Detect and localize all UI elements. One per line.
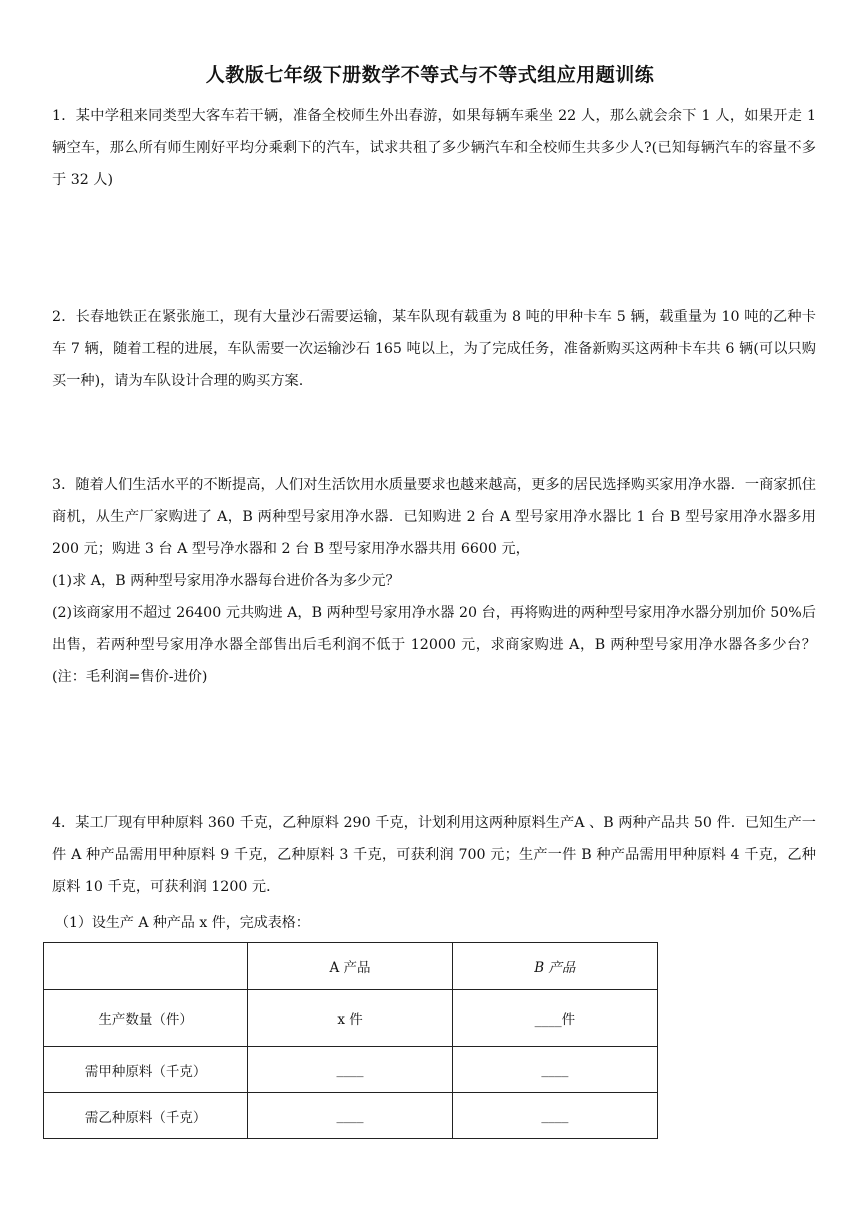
table-header-cell: A 产品 xyxy=(248,943,452,990)
production-table xyxy=(43,942,658,1139)
table-header-cell xyxy=(44,943,248,990)
question-3 xyxy=(52,469,816,693)
question-3-part-2: (2)该商家用不超过 26400 元共购进 A，B 两种型号家用净水器 20 台，再将购进的两种型号家用净水器分别加价 50%后出售，若两种型号家用净水器全部售出后毛利润不低于 12000 元，求商家购进 A，B 两种型号家用净水器各多少台？(注：毛利润=售价-进价) xyxy=(52,605,816,685)
table-header-cell: B 产品 xyxy=(452,943,657,990)
question-4 xyxy=(52,807,816,903)
table-row xyxy=(44,990,658,1047)
question-3-text: 3．随着人们生活水平的不断提高，人们对生活饮用水质量要求也越来越高，更多的居民选择购买家用净水器．一商家抓住商机，从生产厂家购进了 A，B 两种型号家用净水器．已知购进 2 台 A 型号家用净水器比 1 台 B 型号家用净水器多用 200 元；购进 3 台 A 型号净水器和 2 台 B 型号家用净水器共用 6600 元， xyxy=(52,477,816,557)
table-cell: 需乙种原料（千克） xyxy=(44,1093,248,1139)
table-cell: ____ xyxy=(248,1047,452,1093)
table-cell: ____ xyxy=(248,1093,452,1139)
table-row xyxy=(44,1093,658,1139)
table-cell: ____ xyxy=(452,1093,657,1139)
question-2-text: 2．长春地铁正在紧张施工，现有大量沙石需要运输，某车队现有载重为 8 吨的甲种卡车 5 辆，载重量为 10 吨的乙种卡车 7 辆，随着工程的进展，车队需要一次运输沙石 165 吨以上，为了完成任务，准备新购买这两种卡车共 6 辆(可以只购买一种)，请为车队设计合理的购买方案. xyxy=(52,309,816,389)
table-cell: ____ xyxy=(452,1047,657,1093)
question-1 xyxy=(52,100,816,196)
question-1-text: 1．某中学租来同类型大客车若干辆，准备全校师生外出春游，如果每辆车乘坐 22 人，那么就会余下 1 人，如果开走 1 辆空车，那么所有师生刚好平均分乘剩下的汽车，试求共租了多少辆汽车和全校师生共多少人?(已知每辆汽车的容量不多于 32 人) xyxy=(52,108,816,188)
table-cell: x 件 xyxy=(248,990,452,1047)
question-4-text: 4．某工厂现有甲种原料 360 千克，乙种原料 290 千克，计划利用这两种原料生产A 、B 两种产品共 50 件．已知生产一件 A 种产品需用甲种原料 9 千克，乙种原料 3 千克，可获利润 700 元；生产一件 B 种产品需用甲种原料 4 千克，乙种原料 10 千克，可获利润 1200 元． xyxy=(52,815,816,895)
table-cell: 生产数量（件） xyxy=(44,990,248,1047)
table-cell: 需甲种原料（千克） xyxy=(44,1047,248,1093)
question-4-part-1: （1）设生产 A 种产品 x 件，完成表格： xyxy=(55,915,310,931)
question-2 xyxy=(52,301,816,397)
table-header-row xyxy=(44,943,658,990)
table-cell: ____件 xyxy=(452,990,657,1047)
question-3-part-1: (1)求 A，B 两种型号家用净水器每台进价各为多少元？ xyxy=(52,573,400,589)
page-title: 人教版七年级下册数学不等式与不等式组应用题训练 xyxy=(205,64,655,86)
table-row xyxy=(44,1047,658,1093)
